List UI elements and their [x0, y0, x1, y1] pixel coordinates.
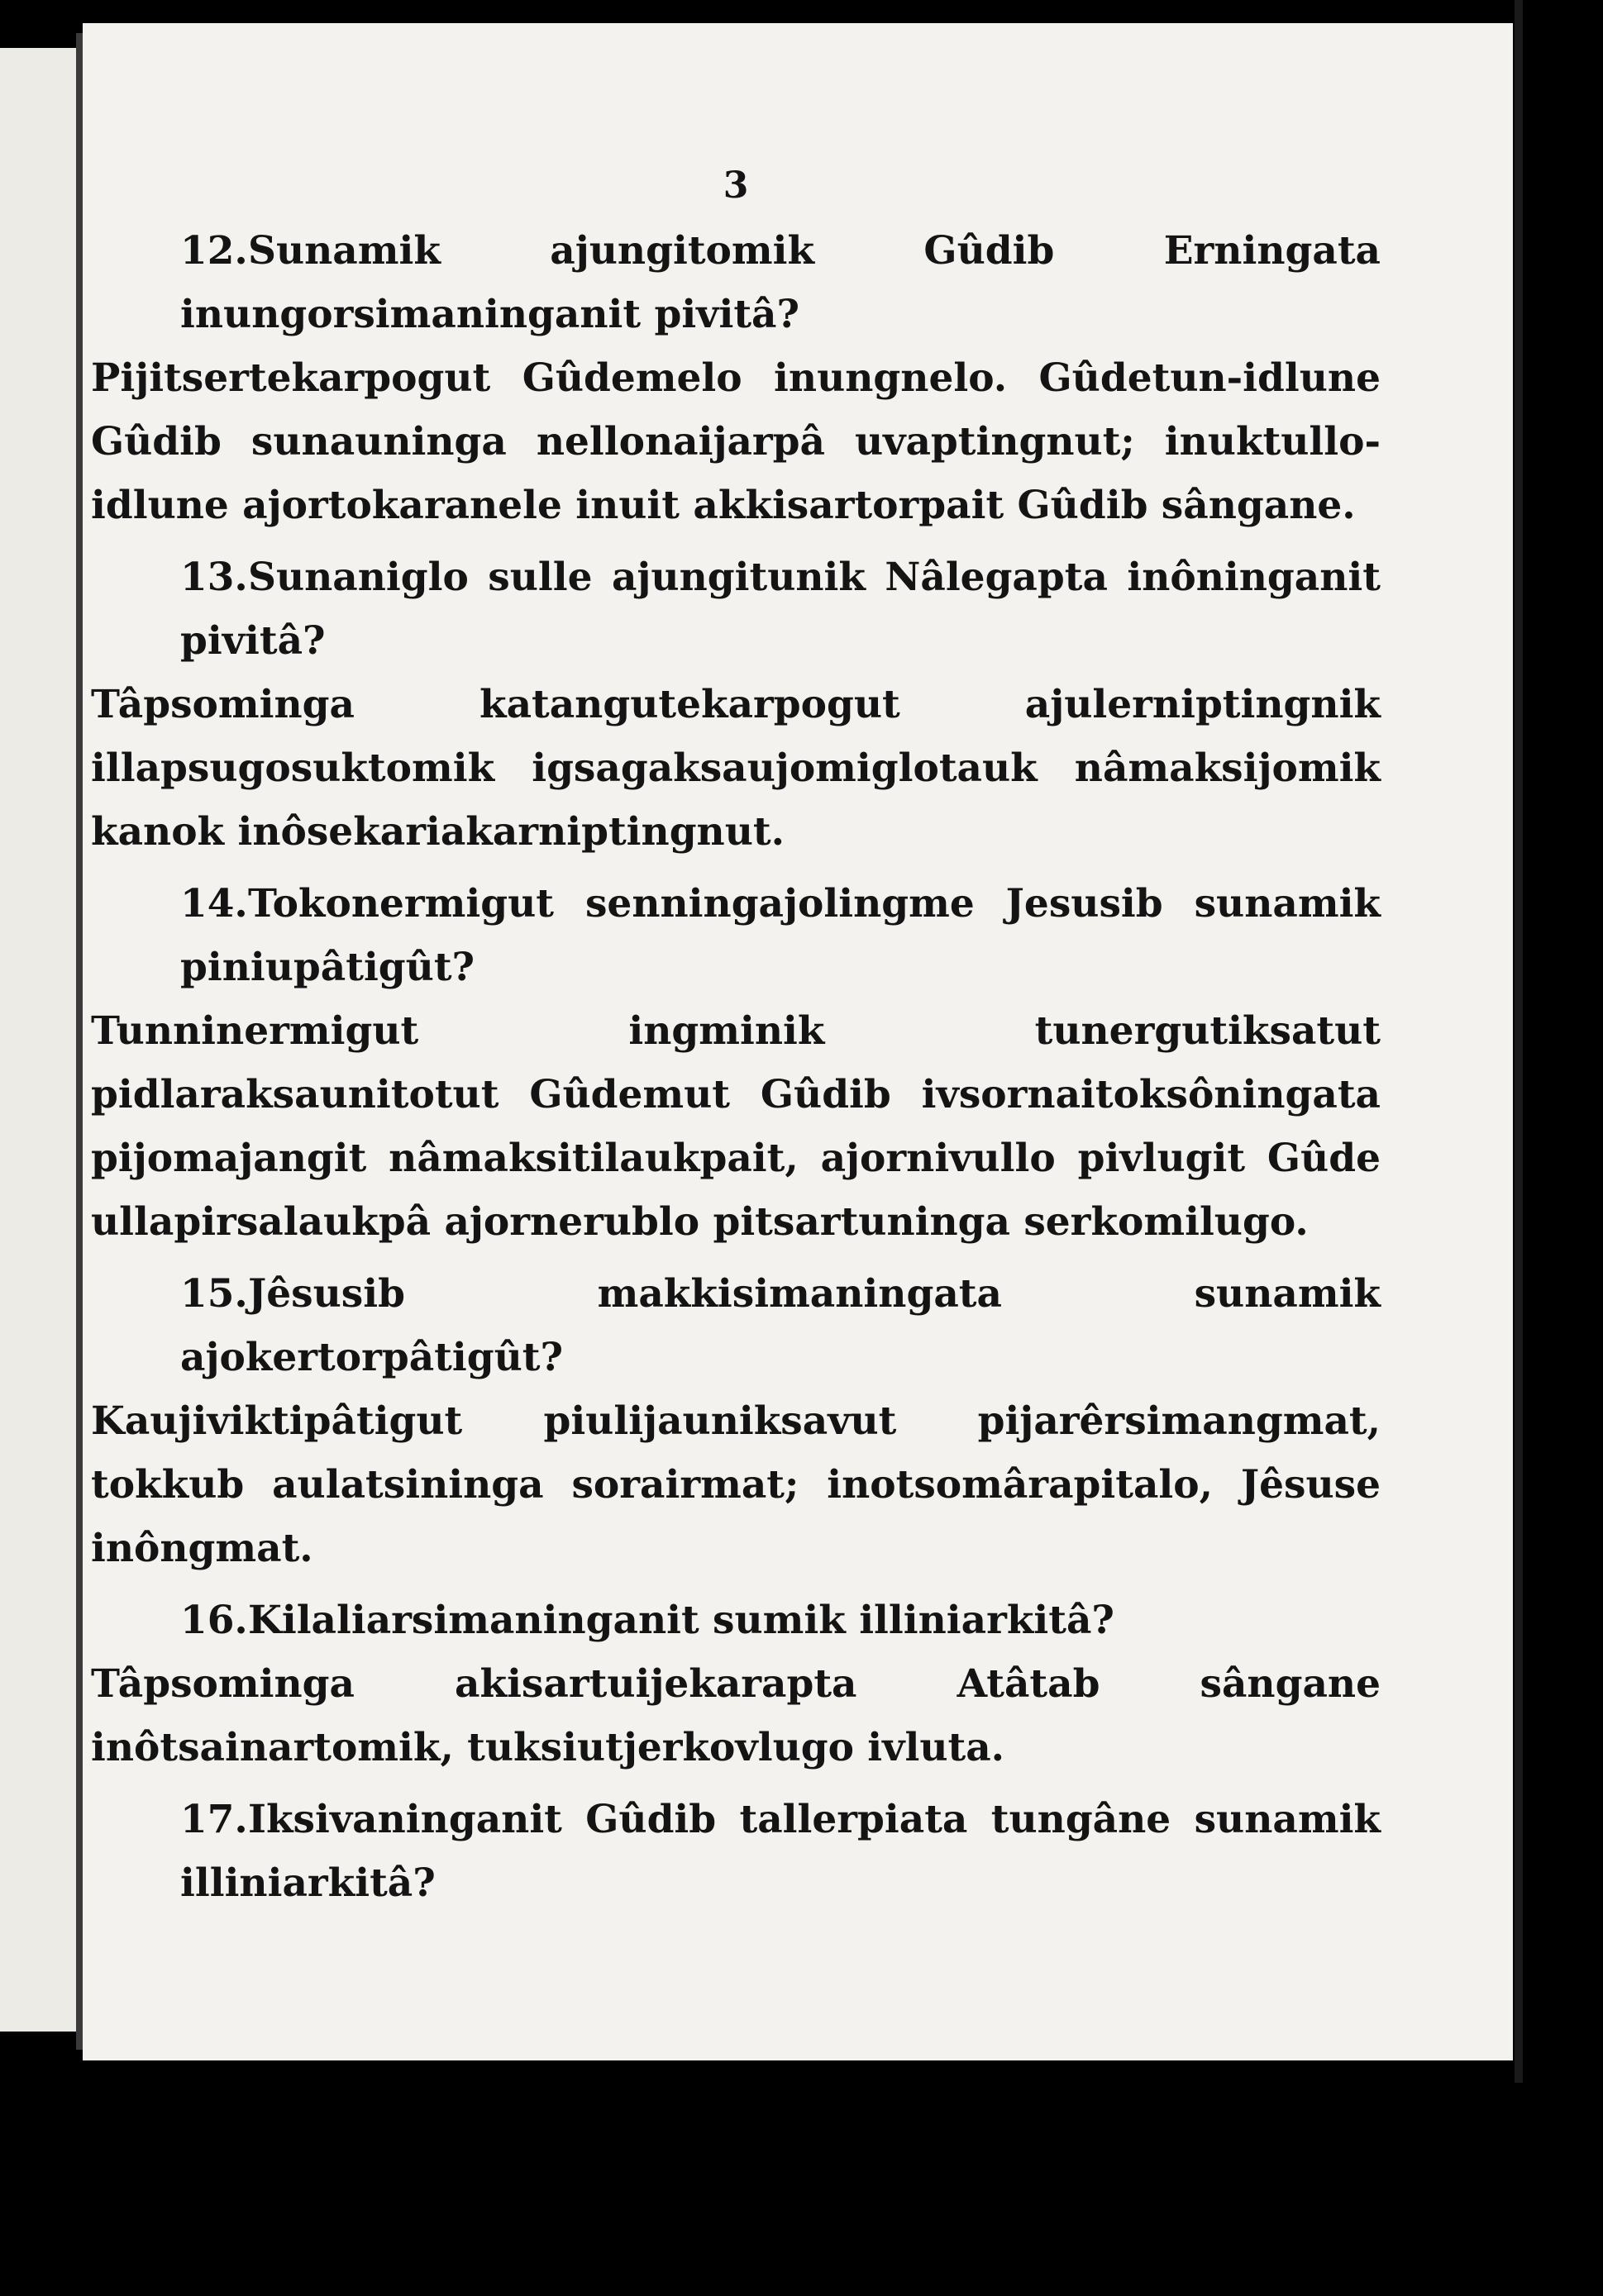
- entry-14: [91, 872, 1381, 1254]
- question-text: Sunaniglo sulle ajungitunik Nâlegapta inôninganit pivitâ?: [180, 555, 1381, 664]
- entry-12: [91, 219, 1381, 537]
- entry-13: [91, 545, 1381, 864]
- entry-16: [91, 1589, 1381, 1779]
- answer-text: Tunninermigut ingminik tunergutiksatut pidlaraksaunitotut Gûdemut Gûdib ivsornaitoksôningata pijomajangit nâmaksitilaukpait, ajornivullo pivlugit Gûde ullapirsalaukpâ ajornerublo pitsartuninga serkomilugo.: [91, 1008, 1381, 1245]
- question: [91, 1589, 1381, 1652]
- page-number: 3: [723, 164, 749, 207]
- answer-text: Pijitsertekarpogut Gûdemelo inungnelo. Gûdetun-idlune Gûdib sunauninga nellonaijarpâ uvaptingnut; inuktullo-idlune ajortokaranele inuit akkisartorpait Gûdib sângane.: [91, 355, 1381, 528]
- question: [91, 1788, 1381, 1915]
- page-edge-shadow: [1515, 0, 1523, 2083]
- entry-15: [91, 1262, 1381, 1580]
- entry-17: [91, 1788, 1381, 1915]
- question-number: 14.: [180, 881, 248, 926]
- answer-text: Tâpsominga akisartuijekarapta Atâtab sângane inôtsainartomik, tuksiutjerkovlugo ivluta.: [91, 1661, 1381, 1770]
- question: [91, 545, 1381, 673]
- question-text: Jêsusib makkisimaningata sunamik ajokertorpâtigût?: [180, 1271, 1381, 1380]
- answer-text: Tâpsominga katangutekarpogut ajulerniptingnik illapsugosuktomik igsagaksaujomiglotauk nâmaksijomik kanok inôsekariakarniptingnut.: [91, 682, 1381, 855]
- question: [91, 1262, 1381, 1389]
- question-number: 17.: [180, 1797, 248, 1842]
- answer-text: Kaujiviktipâtigut piulijauniksavut pijarêrsimangmat, tokkub aulatsininga sorairmat; inotsomârapitalo, Jêsuse inôngmat.: [91, 1398, 1381, 1571]
- question-text: Sunamik ajungitomik Gûdib Erningata inungorsimaninganit pivitâ?: [180, 228, 1381, 337]
- question-text: Tokonermigut senningajolingme Jesusib sunamik piniupâtigût?: [180, 881, 1381, 990]
- book-gutter: [76, 33, 83, 2050]
- question: [91, 219, 1381, 346]
- page-content: [91, 161, 1381, 1915]
- question-number: 13.: [180, 555, 248, 600]
- question-number: 16.: [180, 1598, 248, 1643]
- question: [91, 872, 1381, 999]
- question-number: 15.: [180, 1271, 248, 1317]
- question-text: Iksivaninganit Gûdib tallerpiata tungâne sunamik illiniarkitâ?: [180, 1797, 1381, 1906]
- question-number: 12.: [180, 228, 248, 274]
- question-text: Kilaliarsimaninganit sumik illiniarkitâ?: [248, 1598, 1114, 1643]
- facing-page-edge: [0, 48, 76, 2032]
